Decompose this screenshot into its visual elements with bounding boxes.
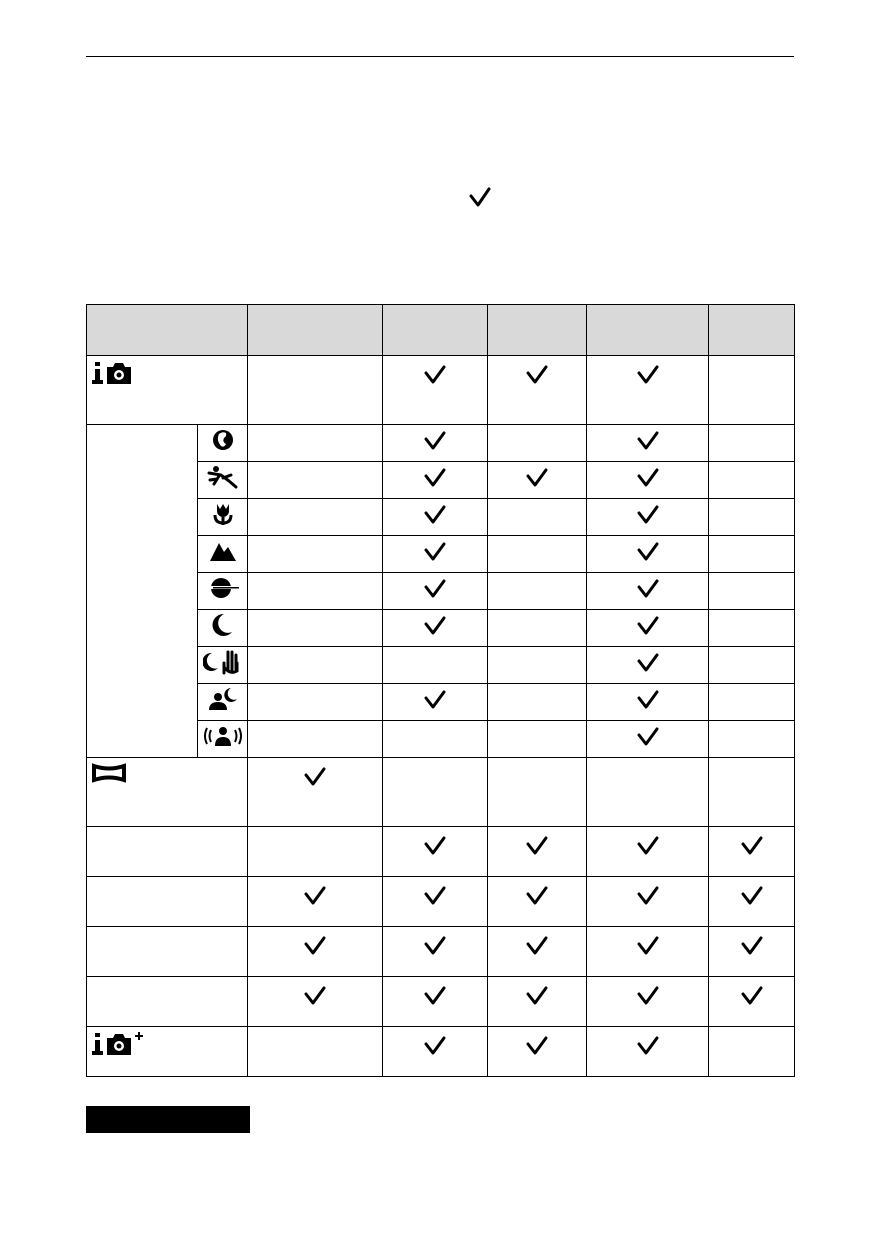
- availability-cell: [488, 877, 587, 927]
- availability-cell: [488, 573, 587, 610]
- mode-cell: [87, 877, 248, 927]
- availability-cell: [709, 1027, 795, 1077]
- check-icon: [524, 885, 550, 907]
- availability-cell: [248, 536, 383, 573]
- header-cell-mode: [87, 305, 248, 356]
- availability-cell: [709, 827, 795, 877]
- availability-cell: [383, 1027, 488, 1077]
- mode-cell: [87, 977, 248, 1027]
- availability-cell: [248, 877, 383, 927]
- availability-cell: [709, 499, 795, 536]
- function-availability-table: [86, 304, 795, 1077]
- check-icon: [739, 985, 765, 1007]
- availability-cell: [488, 927, 587, 977]
- check-icon: [635, 504, 661, 526]
- availability-cell: [587, 573, 709, 610]
- availability-cell: [587, 684, 709, 721]
- table-row: [87, 1027, 795, 1077]
- availability-cell: [488, 356, 587, 425]
- table-row: [87, 356, 795, 425]
- availability-cell: [587, 536, 709, 573]
- check-icon: [739, 935, 765, 957]
- availability-cell: [383, 827, 488, 877]
- availability-cell: [248, 721, 383, 758]
- check-icon: [635, 1035, 661, 1057]
- check-icon: [524, 1035, 550, 1057]
- availability-cell: [709, 425, 795, 462]
- header-cell: [587, 305, 709, 356]
- availability-cell: [709, 758, 795, 827]
- check-icon: [524, 835, 550, 857]
- availability-cell: [488, 610, 587, 647]
- legend-check-icon: [466, 186, 494, 210]
- table-row: [87, 758, 795, 827]
- availability-cell: [248, 573, 383, 610]
- hand-held-twilight-icon: [203, 649, 243, 680]
- check-icon: [422, 835, 448, 857]
- availability-cell: [587, 610, 709, 647]
- superior-auto-icon: [91, 1031, 149, 1062]
- availability-cell: [709, 647, 795, 684]
- availability-cell: [488, 827, 587, 877]
- availability-cell: [248, 499, 383, 536]
- availability-cell: [709, 610, 795, 647]
- scene-icon-cell: [198, 462, 248, 499]
- scene-icon-cell: [198, 610, 248, 647]
- availability-cell: [709, 684, 795, 721]
- availability-cell: [248, 610, 383, 647]
- header-cell: [383, 305, 488, 356]
- check-icon: [302, 766, 328, 788]
- anti-motion-blur-icon: [202, 723, 244, 754]
- check-icon: [422, 689, 448, 711]
- availability-cell: [248, 1027, 383, 1077]
- availability-cell: [709, 536, 795, 573]
- soft-snap-icon: [210, 427, 236, 458]
- availability-cell: [587, 721, 709, 758]
- check-icon: [302, 885, 328, 907]
- high-speed-shutter-icon: [207, 464, 239, 495]
- check-icon: [422, 935, 448, 957]
- check-icon: [635, 935, 661, 957]
- check-icon: [635, 835, 661, 857]
- availability-cell: [248, 425, 383, 462]
- check-icon: [422, 985, 448, 1007]
- check-icon: [739, 835, 765, 857]
- sweep-panorama-icon: [91, 762, 127, 789]
- availability-cell: [383, 610, 488, 647]
- note-heading-bar: [86, 1106, 250, 1133]
- header-cell: [488, 305, 587, 356]
- check-icon: [422, 578, 448, 600]
- mode-cell: [87, 356, 248, 425]
- availability-cell: [488, 647, 587, 684]
- check-icon: [524, 364, 550, 386]
- check-icon: [635, 430, 661, 452]
- check-icon: [422, 364, 448, 386]
- availability-cell: [488, 758, 587, 827]
- header-cell: [709, 305, 795, 356]
- availability-cell: [248, 758, 383, 827]
- check-icon: [524, 467, 550, 489]
- scene-icon-cell: [198, 647, 248, 684]
- mode-cell: [87, 1027, 248, 1077]
- availability-cell: [248, 462, 383, 499]
- availability-cell: [587, 827, 709, 877]
- availability-cell: [587, 499, 709, 536]
- availability-cell: [587, 647, 709, 684]
- check-icon: [422, 430, 448, 452]
- availability-cell: [587, 425, 709, 462]
- check-icon: [422, 467, 448, 489]
- check-icon: [635, 885, 661, 907]
- availability-cell: [587, 758, 709, 827]
- availability-cell: [488, 977, 587, 1027]
- night-scene-icon: [211, 612, 235, 643]
- availability-cell: [383, 425, 488, 462]
- availability-cell: [383, 758, 488, 827]
- availability-cell: [709, 927, 795, 977]
- availability-cell: [587, 977, 709, 1027]
- mode-cell: [87, 927, 248, 977]
- check-icon: [635, 467, 661, 489]
- availability-cell: [488, 425, 587, 462]
- table-header-row: [87, 305, 795, 356]
- availability-cell: [383, 721, 488, 758]
- check-icon: [635, 689, 661, 711]
- check-icon: [635, 615, 661, 637]
- scene-icon-cell: [198, 499, 248, 536]
- check-icon: [302, 985, 328, 1007]
- availability-cell: [709, 462, 795, 499]
- table-row: [87, 877, 795, 927]
- check-icon: [635, 364, 661, 386]
- check-icon: [635, 541, 661, 563]
- availability-cell: [488, 721, 587, 758]
- mode-cell: [87, 758, 248, 827]
- night-portrait-icon: [207, 686, 239, 717]
- availability-cell: [488, 684, 587, 721]
- availability-cell: [383, 927, 488, 977]
- check-icon: [422, 504, 448, 526]
- header-cell: [248, 305, 383, 356]
- availability-cell: [383, 462, 488, 499]
- check-icon: [635, 652, 661, 674]
- availability-cell: [383, 877, 488, 927]
- availability-cell: [383, 499, 488, 536]
- check-icon: [635, 985, 661, 1007]
- availability-cell: [488, 1027, 587, 1077]
- header-rule: [86, 56, 794, 57]
- availability-cell: [488, 499, 587, 536]
- availability-cell: [248, 356, 383, 425]
- availability-cell: [587, 356, 709, 425]
- scene-selection-group-cell: [87, 425, 198, 758]
- availability-cell: [383, 356, 488, 425]
- check-icon: [635, 578, 661, 600]
- intelligent-auto-icon: [91, 360, 137, 391]
- availability-cell: [383, 647, 488, 684]
- check-icon: [422, 1035, 448, 1057]
- scene-icon-cell: [198, 425, 248, 462]
- table-row: [87, 927, 795, 977]
- availability-cell: [383, 684, 488, 721]
- availability-cell: [248, 977, 383, 1027]
- availability-cell: [488, 536, 587, 573]
- availability-cell: [383, 536, 488, 573]
- check-icon: [422, 885, 448, 907]
- check-icon: [302, 935, 328, 957]
- availability-cell: [248, 927, 383, 977]
- table-row: [87, 977, 795, 1027]
- availability-cell: [587, 462, 709, 499]
- check-icon: [422, 541, 448, 563]
- availability-cell: [709, 356, 795, 425]
- availability-cell: [587, 927, 709, 977]
- scene-icon-cell: [198, 721, 248, 758]
- check-icon: [524, 935, 550, 957]
- mode-cell: [87, 827, 248, 877]
- scene-icon-cell: [198, 536, 248, 573]
- check-icon: [635, 726, 661, 748]
- availability-cell: [488, 462, 587, 499]
- sunset-icon: [207, 575, 239, 606]
- availability-cell: [383, 573, 488, 610]
- check-icon: [422, 615, 448, 637]
- availability-cell: [709, 573, 795, 610]
- landscape-icon: [208, 539, 238, 568]
- availability-cell: [587, 1027, 709, 1077]
- availability-cell: [709, 721, 795, 758]
- availability-cell: [709, 977, 795, 1027]
- table-row: [87, 425, 795, 462]
- availability-cell: [383, 977, 488, 1027]
- scene-icon-cell: [198, 573, 248, 610]
- check-icon: [739, 885, 765, 907]
- table-row: [87, 827, 795, 877]
- close-focus-icon: [211, 501, 235, 532]
- availability-cell: [248, 827, 383, 877]
- availability-cell: [248, 684, 383, 721]
- check-icon: [524, 985, 550, 1007]
- scene-icon-cell: [198, 684, 248, 721]
- availability-cell: [587, 877, 709, 927]
- availability-cell: [709, 877, 795, 927]
- availability-cell: [248, 647, 383, 684]
